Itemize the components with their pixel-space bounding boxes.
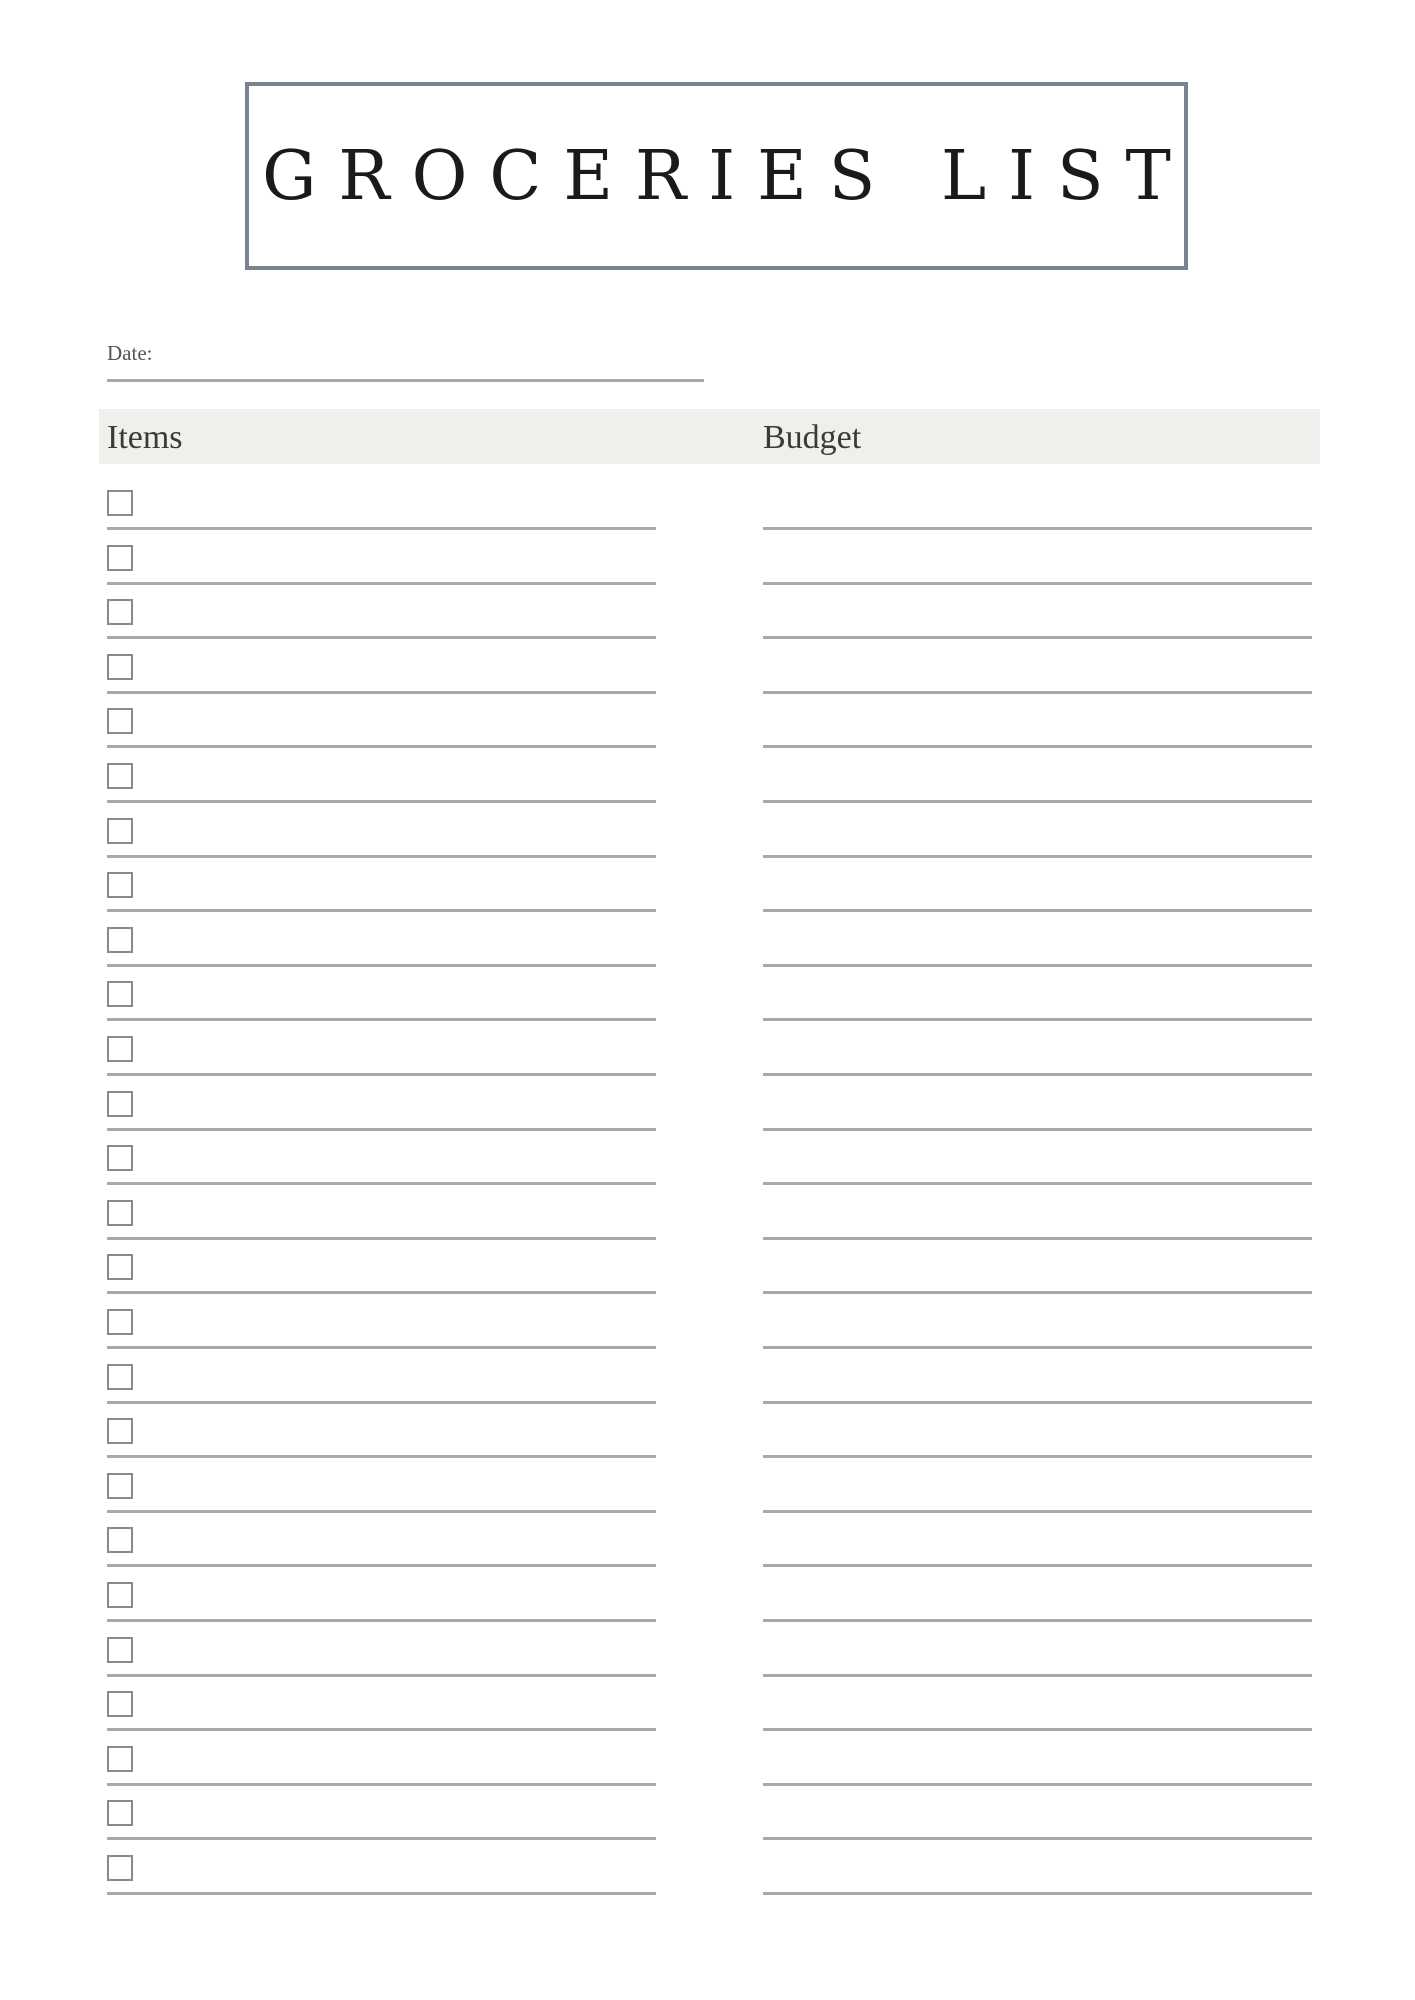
date-label: Date: <box>107 341 153 365</box>
list-row <box>0 584 1415 639</box>
list-row <box>0 966 1415 1021</box>
list-row <box>0 1458 1415 1513</box>
item-checkbox[interactable] <box>107 927 133 953</box>
list-row <box>0 1349 1415 1404</box>
item-checkbox[interactable] <box>107 981 133 1007</box>
list-row <box>0 1676 1415 1731</box>
item-checkbox[interactable] <box>107 1800 133 1826</box>
item-checkbox[interactable] <box>107 545 133 571</box>
item-checkbox[interactable] <box>107 1637 133 1663</box>
list-row <box>0 912 1415 967</box>
list-row <box>0 1840 1415 1895</box>
budget-column-header: Budget <box>763 419 862 456</box>
item-checkbox[interactable] <box>107 1855 133 1881</box>
item-checkbox[interactable] <box>107 1582 133 1608</box>
budget-entry-line[interactable] <box>763 1892 1312 1895</box>
list-row <box>0 1731 1415 1786</box>
item-entry-line[interactable] <box>107 1892 656 1895</box>
item-checkbox[interactable] <box>107 1091 133 1117</box>
item-checkbox[interactable] <box>107 818 133 844</box>
list-row <box>0 1622 1415 1677</box>
list-row <box>0 1785 1415 1840</box>
item-checkbox[interactable] <box>107 1473 133 1499</box>
list-row <box>0 1185 1415 1240</box>
item-checkbox[interactable] <box>107 1364 133 1390</box>
list-row <box>0 1130 1415 1185</box>
list-row <box>0 1239 1415 1294</box>
list-row <box>0 1403 1415 1458</box>
list-row <box>0 1294 1415 1349</box>
item-checkbox[interactable] <box>107 490 133 516</box>
item-checkbox[interactable] <box>107 1746 133 1772</box>
item-checkbox[interactable] <box>107 1418 133 1444</box>
list-row <box>0 1076 1415 1131</box>
list-row <box>0 1021 1415 1076</box>
item-checkbox[interactable] <box>107 1527 133 1553</box>
item-checkbox[interactable] <box>107 708 133 734</box>
list-row <box>0 803 1415 858</box>
list-row <box>0 530 1415 585</box>
list-row <box>0 475 1415 530</box>
list-row <box>0 748 1415 803</box>
list-row <box>0 857 1415 912</box>
items-column-header: Items <box>107 419 183 456</box>
item-checkbox[interactable] <box>107 1145 133 1171</box>
list-row <box>0 1567 1415 1622</box>
item-checkbox[interactable] <box>107 1309 133 1335</box>
item-checkbox[interactable] <box>107 763 133 789</box>
page-title: GROCERIES LIST <box>262 136 1193 216</box>
list-row <box>0 1512 1415 1567</box>
item-checkbox[interactable] <box>107 1254 133 1280</box>
list-row <box>0 639 1415 694</box>
item-checkbox[interactable] <box>107 1691 133 1717</box>
item-checkbox[interactable] <box>107 599 133 625</box>
item-checkbox[interactable] <box>107 1200 133 1226</box>
item-checkbox[interactable] <box>107 1036 133 1062</box>
item-checkbox[interactable] <box>107 872 133 898</box>
list-row <box>0 693 1415 748</box>
item-checkbox[interactable] <box>107 654 133 680</box>
